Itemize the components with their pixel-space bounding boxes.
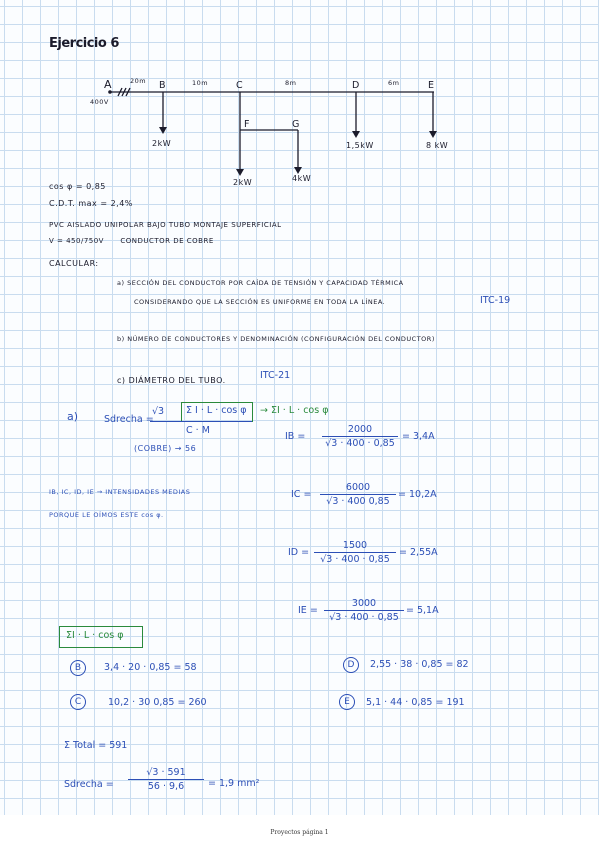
node-f: F [244, 119, 250, 130]
notebook-page: Ejercicio 6 A 400V 20m B 10m C 8m D 6m E F G 2kW 2kW 4kW 1,5kW 8 kW cos φ = 0,85 C.D.T. max = 2,4% PVC AISLADO UNIPOLAR BAJO TUBO MONTAJE SUPERFICIAL V = 450/750V CONDUCTOR DE COBRE CALCULAR: a) SECCIÓN DEL CONDUCTOR POR CAÍDA DE TENSIÓN Y CAPACIDAD TÉRMICA CONSIDERANDO QUE LA SECCIÓN ES UNIFORME EN TODA LA LÍNEA. ITC-19 b) NÚMERO DE CONDUCTORES Y DENOMINACIÓN (CONFIGURACIÓN DEL CONDUCTOR) c) DIÁMETRO DEL TUBO. ITC-21 a) Sdrecha = √3 Σ I · L · cos φ C · M (COBRE) → 56 → ΣI · L · cos φ IB, IC, ID, IE → INTENSIDADES MEDIAS PORQUE LE OÍMOS ESTE cos φ. IB = $\frac{2000}{√3 \cdot 400 \cdot 0,85}$ = 3,4A IC = $\frac{6000}{√3 \cdot 400 0,85}$ = 10,2A ID = $\frac{1500}{√3 \cdot 400 \cdot 0,85}$ = 2,55A IE = $\frac{3000}{√3 \cdot 400 \cdot 0,85}$ = 5,1A ΣI · L · cos φ B 3,4 · 20 · 0,85 = 58 C 10,2 · 30 0,85 = 260 D 2,55 · 38 · 0,85 = 82 E 5,1 · 44 · 0,85 = 191 Σ Total = 591 Sdrecha = $\frac{√3 \cdot 591}{56 \cdot 9,6}$ = 1,9 mm² [0, 0, 599, 815]
segment-de: 6m [388, 79, 400, 87]
load-e: 8 kW [426, 141, 449, 150]
segment-ab: 20m [130, 77, 147, 85]
node-g: G [292, 119, 300, 130]
data-calcular: CALCULAR: [49, 259, 99, 268]
question-c: c) DIÁMETRO DEL TUBO. [117, 376, 226, 385]
segment-bc: 10m [192, 79, 209, 87]
question-c-ref: ITC-21 [260, 370, 291, 381]
data-cos-phi: cos φ = 0,85 [49, 182, 106, 191]
node-c: C [236, 80, 243, 91]
data-voltage-conductor: V = 450/750V CONDUCTOR DE COBRE [49, 237, 214, 245]
segment-cd: 8m [285, 79, 297, 87]
final-formula-result: = 1,9 mm² [208, 778, 260, 789]
load-b: 2kW [152, 139, 172, 148]
source-voltage: 400V [90, 98, 109, 106]
section-formula-sum: Σ I · L · cos φ [186, 405, 247, 416]
question-a-ref: ITC-19 [480, 295, 511, 306]
node-d: D [352, 80, 360, 91]
section-formula-arrow: → ΣI · L · cos φ [260, 405, 329, 416]
note-cos: PORQUE LE OÍMOS ESTE cos φ. [49, 511, 164, 519]
tag-b: B [70, 660, 86, 676]
load-g: 4kW [292, 174, 312, 183]
node-b: B [159, 80, 166, 91]
arrow-g [294, 167, 302, 174]
arrow-d [352, 131, 360, 138]
section-formula-label: Sdrecha = [104, 414, 154, 425]
arrow-e [429, 131, 437, 138]
data-cdt-max: C.D.T. max = 2,4% [49, 199, 133, 208]
node-a: A [104, 78, 112, 91]
data-installation: PVC AISLADO UNIPOLAR BAJO TUBO MONTAJE SUPERFICIAL [49, 221, 282, 229]
page-footer: Proyectos página 1 [270, 829, 329, 836]
question-b: b) NÚMERO DE CONDUCTORES Y DENOMINACIÓN (CONFIGURACIÓN DEL CONDUCTOR) [117, 335, 435, 343]
load-f: 2kW [233, 178, 253, 187]
tag-d: D [343, 657, 359, 673]
node-e: E [428, 80, 435, 91]
sum-total: Σ Total = 591 [64, 740, 128, 751]
final-formula-fraction: $\frac{√3 \cdot 591}{56 \cdot 9,6}$ [128, 767, 204, 792]
arrow-b [159, 127, 167, 134]
section-formula-root: √3 [152, 406, 165, 417]
product-c: 10,2 · 30 0,85 = 260 [108, 697, 207, 708]
tag-e: E [339, 694, 355, 710]
question-a-line2: CONSIDERANDO QUE LA SECCIÓN ES UNIFORME EN TODA LA LÍNEA. [134, 298, 386, 306]
part-a-label: a) [67, 410, 79, 423]
section-formula-bar [150, 421, 252, 422]
note-intensities: IB, IC, ID, IE → INTENSIDADES MEDIAS [49, 488, 191, 496]
product-b: 3,4 · 20 · 0,85 = 58 [104, 662, 197, 673]
section-formula-cobre: (COBRE) → 56 [134, 444, 197, 453]
tag-c: C [70, 694, 86, 710]
final-formula-label: Sdrecha = [64, 779, 114, 790]
load-d: 1,5kW [346, 141, 374, 150]
section-formula-den: C · M [186, 425, 210, 436]
exercise-title: Ejercicio 6 [49, 36, 119, 51]
product-e: 5,1 · 44 · 0,85 = 191 [366, 697, 465, 708]
sum-formula-text: ΣI · L · cos φ [66, 630, 124, 641]
question-a-line1: a) SECCIÓN DEL CONDUCTOR POR CAÍDA DE TENSIÓN Y CAPACIDAD TÉRMICA [117, 279, 404, 287]
product-d: 2,55 · 38 · 0,85 = 82 [370, 659, 469, 670]
arrow-c [236, 169, 244, 176]
